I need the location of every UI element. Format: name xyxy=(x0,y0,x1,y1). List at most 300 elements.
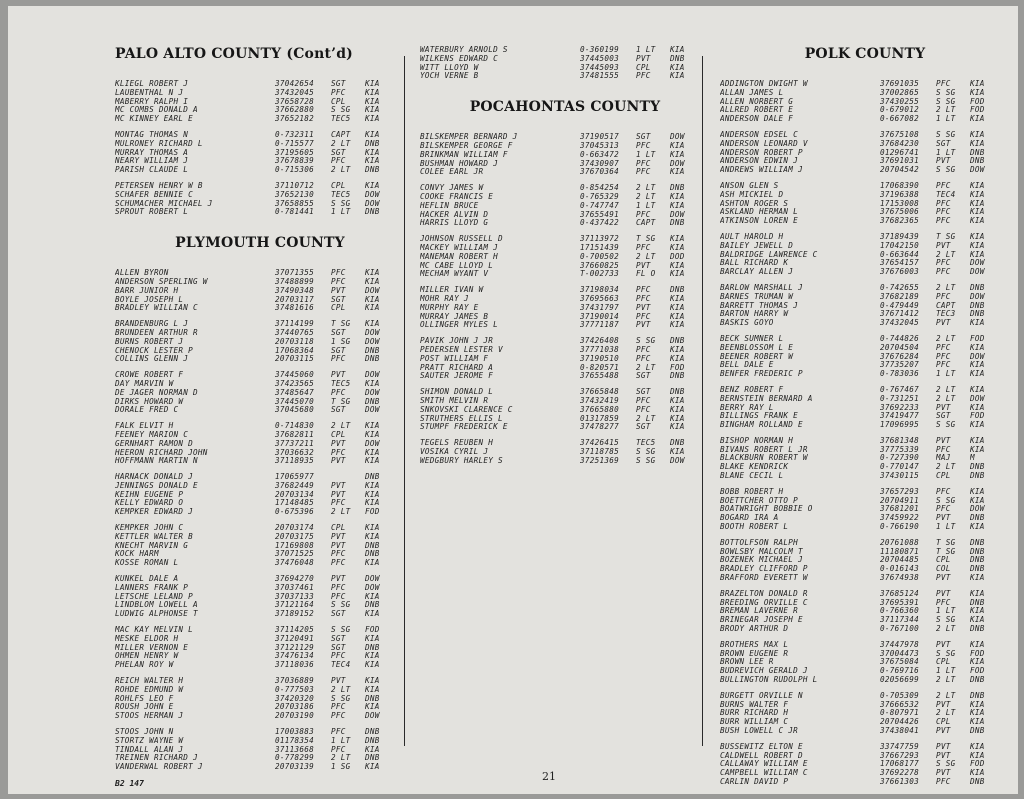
soldier-name: JENNINGS DONALD E xyxy=(115,481,198,490)
serial-number: 37666532 xyxy=(880,700,919,709)
casualty-entry xyxy=(720,539,1010,548)
casualty-status: DOW xyxy=(670,159,685,168)
casualty-entry xyxy=(420,415,710,424)
soldier-name: MAC KAY MELVIN L xyxy=(115,626,193,635)
rank: PVT xyxy=(936,589,951,598)
serial-number: 37251369 xyxy=(580,456,619,465)
name-group xyxy=(720,284,1010,328)
name-group xyxy=(115,524,405,568)
serial-number: 37113668 xyxy=(275,745,314,754)
soldier-name: ANDERSON SPERLING W xyxy=(115,277,208,286)
rank: 1 SG xyxy=(331,337,351,346)
casualty-entry xyxy=(115,584,405,593)
casualty-status: DNB xyxy=(670,337,685,346)
casualty-status: DOW xyxy=(970,259,985,268)
rank: PVT xyxy=(331,457,346,466)
casualty-status: KIA xyxy=(365,652,380,661)
soldier-name: WITT LLOYD W xyxy=(420,63,479,72)
casualty-status: KIA xyxy=(670,303,685,312)
serial-number: 37655491 xyxy=(580,210,619,219)
rank: 2 LT xyxy=(331,422,351,431)
casualty-entry xyxy=(420,337,710,346)
casualty-status: KIA xyxy=(365,634,380,643)
casualty-entry xyxy=(115,491,405,500)
casualty-status: KIA xyxy=(970,343,985,352)
rank: PVT xyxy=(331,532,346,541)
rank: PFC xyxy=(331,592,346,601)
casualty-entry xyxy=(115,320,405,329)
rank: PVT xyxy=(936,514,951,523)
serial-number: 37445060 xyxy=(275,371,314,380)
name-group xyxy=(115,728,405,772)
casualty-entry xyxy=(420,270,710,279)
rank: PFC xyxy=(636,72,651,81)
rank: PFC xyxy=(636,141,651,150)
rank: CPL xyxy=(331,430,346,439)
casualty-status: DOW xyxy=(970,505,985,514)
casualty-entry xyxy=(720,217,1010,226)
name-group xyxy=(420,388,710,432)
serial-number: 37657293 xyxy=(880,487,919,496)
serial-number: 37682189 xyxy=(880,292,919,301)
rank: PFC xyxy=(936,268,951,277)
rank: PVT xyxy=(331,490,346,499)
casualty-entry xyxy=(720,421,1010,430)
casualty-entry xyxy=(720,446,1010,455)
soldier-name: BUSH LOWELL C JR xyxy=(720,727,798,735)
casualty-status: DNB xyxy=(970,727,985,735)
casualty-entry xyxy=(720,556,1010,565)
rank: 2 LT xyxy=(636,252,656,261)
serial-number: 37045680 xyxy=(275,406,314,415)
casualty-status: KIA xyxy=(970,403,985,412)
casualty-status: DNB xyxy=(970,676,985,685)
name-group xyxy=(115,473,405,517)
casualty-status: DNB xyxy=(970,301,985,310)
serial-number: 37440765 xyxy=(275,328,314,337)
serial-number: 37676284 xyxy=(880,352,919,361)
casualty-entry xyxy=(420,151,710,160)
casualty-entry xyxy=(720,590,1010,599)
soldier-name: HOFFMANN MARTIN N xyxy=(115,457,198,466)
casualty-status: KIA xyxy=(670,72,685,81)
rank: 1 LT xyxy=(936,523,956,532)
soldier-name: BILSKEMPER BERNARD J xyxy=(420,133,518,142)
name-group xyxy=(720,539,1010,583)
casualty-entry xyxy=(720,233,1010,242)
casualty-entry xyxy=(420,321,710,330)
rank: 2 LT xyxy=(936,676,956,685)
casualty-status: DOW xyxy=(365,439,380,448)
name-group xyxy=(115,677,405,721)
soldier-name: DAY MARVIN W xyxy=(115,379,174,388)
serial-number: 37445070 xyxy=(275,397,314,406)
casualty-status: DOW xyxy=(365,406,380,415)
rank: TEC4 xyxy=(936,190,956,199)
casualty-status: DOW xyxy=(365,583,380,592)
casualty-entry xyxy=(115,712,405,721)
soldier-name: ALLEN BYRON xyxy=(115,269,169,278)
casualty-entry xyxy=(720,200,1010,209)
serial-number: 0-731251 xyxy=(880,394,919,403)
casualty-status: DOW xyxy=(365,712,380,721)
casualty-entry xyxy=(420,160,710,169)
soldier-name: BARNES TRUMAN W xyxy=(720,292,794,301)
casualty-entry xyxy=(420,72,710,81)
casualty-entry xyxy=(720,182,1010,191)
rank: PFC xyxy=(936,352,951,361)
soldier-name: FEENEY MARION C xyxy=(115,430,189,439)
soldier-name: BLACKBURN ROBERT W xyxy=(720,454,808,463)
serial-number: 37658728 xyxy=(275,97,314,106)
rank: PVT xyxy=(331,541,346,550)
casualty-status: DOW xyxy=(365,575,380,584)
serial-number: 37695663 xyxy=(580,294,619,303)
casualty-entry xyxy=(115,106,405,115)
rank: T SG xyxy=(936,538,956,547)
rank: PFC xyxy=(331,499,346,508)
serial-number: 0-777503 xyxy=(275,685,314,694)
soldier-name: BUDREVICH GERALD J xyxy=(720,667,808,676)
soldier-name: COLLINS GLENN J xyxy=(115,355,189,364)
serial-number: 37189152 xyxy=(275,610,314,619)
serial-number: 01296741 xyxy=(880,148,919,157)
rank: PFC xyxy=(936,598,951,607)
casualty-status: DNB xyxy=(365,643,380,652)
soldier-name: BOGARD IRA A xyxy=(720,514,779,523)
rank: SGT xyxy=(636,133,651,142)
rank: PVT xyxy=(331,677,346,686)
rank: PFC xyxy=(331,712,346,721)
casualty-status: KIA xyxy=(970,115,985,124)
serial-number: 37071525 xyxy=(275,550,314,559)
rank: CPL xyxy=(331,97,346,106)
rank: S SG xyxy=(331,694,351,703)
serial-number: 20761088 xyxy=(880,538,919,547)
rank: PVT xyxy=(331,481,346,490)
rank: PFC xyxy=(331,703,346,712)
serial-number: 37004473 xyxy=(880,649,919,658)
rank: 2 LT xyxy=(331,508,351,517)
rank: S SG xyxy=(331,106,351,115)
casualty-status: DOW xyxy=(670,456,685,465)
casualty-status: KIA xyxy=(365,181,380,190)
soldier-name: PRATT RICHARD A xyxy=(420,363,494,372)
soldier-name: ALLRED ROBERT E xyxy=(720,106,794,115)
casualty-entry xyxy=(420,397,710,406)
soldier-name: POST WILLIAM F xyxy=(420,354,489,363)
name-group xyxy=(720,743,1010,787)
casualty-entry xyxy=(420,313,710,322)
casualty-status: DNB xyxy=(970,463,985,472)
casualty-status: FOD xyxy=(970,106,985,115)
casualty-status: FOD xyxy=(970,97,985,106)
soldier-name: COLEE EARL JR xyxy=(420,168,484,177)
rank: 2 LT xyxy=(936,334,956,343)
name-group xyxy=(720,131,1010,175)
serial-number: 17096995 xyxy=(880,421,919,430)
rank: S SG xyxy=(936,649,956,658)
rank: 2 LT xyxy=(331,166,351,175)
soldier-name: CONVY JAMES W xyxy=(420,184,484,193)
serial-number: 0-360199 xyxy=(580,46,619,54)
serial-number: 37189439 xyxy=(880,232,919,241)
soldier-name: MANEMAN ROBERT H xyxy=(420,252,498,261)
rank: 2 LT xyxy=(936,106,956,115)
serial-number: 37667293 xyxy=(880,751,919,760)
soldier-name: BILLINGS FRANK E xyxy=(720,412,798,421)
soldier-name: MECHAM WYANT V xyxy=(420,270,489,279)
casualty-status: DNB xyxy=(365,397,380,406)
soldier-name: PETERSEN HENRY W B xyxy=(115,181,203,190)
serial-number: 0-714830 xyxy=(275,422,314,431)
casualty-entry xyxy=(115,269,405,278)
casualty-status: KIA xyxy=(670,63,685,72)
casualty-status: FOD xyxy=(970,760,985,769)
casualty-entry xyxy=(115,677,405,686)
casualty-entry xyxy=(115,338,405,347)
soldier-name: WEDGBURY HARLEY S xyxy=(420,456,503,465)
casualty-status: KIA xyxy=(970,130,985,139)
soldier-name: BARR JUNIOR H xyxy=(115,286,179,295)
serial-number: 37190510 xyxy=(580,354,619,363)
casualty-status: KIA xyxy=(670,243,685,252)
name-group xyxy=(420,337,710,381)
casualty-entry xyxy=(720,353,1010,362)
casualty-entry xyxy=(720,769,1010,778)
casualty-status: KIA xyxy=(670,312,685,321)
soldier-name: BUSHMAN HOWARD J xyxy=(420,159,498,168)
soldier-name: SHIMON DONALD L xyxy=(420,388,494,397)
casualty-status: DNB xyxy=(670,372,685,381)
soldier-name: BOTTOLFSON RALPH xyxy=(720,538,798,547)
casualty-entry xyxy=(115,89,405,98)
soldier-name: BOBB ROBERT H xyxy=(720,487,784,496)
casualty-entry xyxy=(720,565,1010,574)
casualty-entry xyxy=(720,191,1010,200)
casualty-entry xyxy=(115,533,405,542)
serial-number: 37476134 xyxy=(275,652,314,661)
serial-number: 0-765329 xyxy=(580,192,619,201)
casualty-status: DOW xyxy=(970,166,985,175)
rank: S SG xyxy=(636,337,656,346)
casualty-entry xyxy=(720,166,1010,175)
soldier-name: HARRIS LLOYD G xyxy=(420,219,489,228)
soldier-name: CARLIN DAVID P xyxy=(720,777,789,786)
soldier-name: SCHUMACHER MICHAEL J xyxy=(115,199,213,208)
soldier-name: BRADLEY WILLIAN C xyxy=(115,304,198,313)
casualty-status: FOD xyxy=(365,626,380,635)
casualty-status: KIA xyxy=(365,80,380,88)
serial-number: 37692278 xyxy=(880,769,919,778)
soldier-name: YOCH VERNE B xyxy=(420,72,479,81)
soldier-name: KELLY EDWARD O xyxy=(115,499,184,508)
casualty-entry xyxy=(115,208,405,217)
serial-number: 0-727390 xyxy=(880,454,919,463)
casualty-status: DNB xyxy=(365,166,380,175)
soldier-name: SMITH MELVIN R xyxy=(420,396,489,405)
rank: T SG xyxy=(936,547,956,556)
casualty-status: KIA xyxy=(365,499,380,508)
soldier-name: STOOS JOHN N xyxy=(115,728,174,737)
rank: CPL xyxy=(331,304,346,313)
rank: PVT xyxy=(936,769,951,778)
casualty-status: KIA xyxy=(670,423,685,432)
serial-number: 20703115 xyxy=(275,355,314,364)
soldier-name: CHENOCK LESTER P xyxy=(115,346,193,355)
rank: PFC xyxy=(636,286,651,295)
soldier-name: LETSCHE LELAND P xyxy=(115,592,193,601)
rank: PFC xyxy=(636,168,651,177)
soldier-name: KEIHN EUGENE P xyxy=(115,490,184,499)
serial-number: 37476048 xyxy=(275,559,314,568)
soldier-name: BILSKEMPER GEORGE F xyxy=(420,141,513,150)
rank: PFC xyxy=(331,728,346,737)
casualty-status: KIA xyxy=(365,763,380,772)
casualty-entry xyxy=(420,346,710,355)
rank: PFC xyxy=(331,388,346,397)
casualty-entry xyxy=(420,423,710,432)
name-group xyxy=(115,320,405,364)
serial-number: 0-732311 xyxy=(275,130,314,139)
casualty-entry xyxy=(720,412,1010,421)
casualty-entry xyxy=(720,505,1010,514)
soldier-name: KUNKEL DALE A xyxy=(115,575,179,584)
name-group xyxy=(115,575,405,619)
soldier-name: BURR RICHARD H xyxy=(720,709,789,718)
rank: PVT xyxy=(936,751,951,760)
casualty-entry xyxy=(720,208,1010,217)
serial-number: 0-675396 xyxy=(275,508,314,517)
casualty-status: KIA xyxy=(670,345,685,354)
serial-number: 0-663472 xyxy=(580,150,619,159)
name-group xyxy=(115,422,405,466)
casualty-entry xyxy=(720,89,1010,98)
rank: CPL xyxy=(331,181,346,190)
casualty-entry xyxy=(115,695,405,704)
casualty-entry xyxy=(420,262,710,271)
soldier-name: MACKEY WILLIAM J xyxy=(420,243,498,252)
casualty-status: DNB xyxy=(970,547,985,556)
casualty-status: KIA xyxy=(365,448,380,457)
casualty-entry xyxy=(115,98,405,107)
casualty-status: DNB xyxy=(970,514,985,523)
casualty-status: DNB xyxy=(670,184,685,193)
soldier-name: BURGETT ORVILLE N xyxy=(720,691,803,700)
casualty-status: M xyxy=(970,454,975,463)
rank: 1 SG xyxy=(331,763,351,772)
soldier-name: BROTHERS MAX L xyxy=(720,640,789,649)
casualty-entry xyxy=(115,457,405,466)
casualty-status: FOD xyxy=(365,508,380,517)
serial-number: 37771038 xyxy=(580,345,619,354)
casualty-entry xyxy=(720,404,1010,413)
serial-number: 37662880 xyxy=(275,106,314,115)
rank: CAPT xyxy=(636,219,656,228)
casualty-entry xyxy=(720,251,1010,260)
rank: S SG xyxy=(636,447,656,456)
casualty-entry xyxy=(115,347,405,356)
rank: FL O xyxy=(636,270,656,279)
casualty-status: KIA xyxy=(365,703,380,712)
serial-number: 20703190 xyxy=(275,712,314,721)
soldier-name: ASH MICKIEL D xyxy=(720,190,784,199)
rank: COL xyxy=(936,565,951,574)
rank: PFC xyxy=(936,259,951,268)
name-group xyxy=(115,131,405,175)
soldier-name: BRINKMAN WILLIAM F xyxy=(420,150,508,159)
rank: SGT xyxy=(636,388,651,397)
serial-number: 37118036 xyxy=(275,661,314,670)
rank: S SG xyxy=(936,421,956,430)
casualty-status: KIA xyxy=(970,718,985,727)
rank: 2 LT xyxy=(936,709,956,718)
serial-number: 17068364 xyxy=(275,346,314,355)
casualty-entry xyxy=(115,371,405,380)
soldier-name: MURRAY JAMES B xyxy=(420,312,489,321)
name-group xyxy=(420,439,710,465)
casualty-entry xyxy=(420,64,710,73)
rank: TEC5 xyxy=(331,190,351,199)
casualty-entry xyxy=(115,473,405,482)
serial-number: 37431797 xyxy=(580,303,619,312)
rank: PFC xyxy=(936,217,951,226)
serial-number: 37042654 xyxy=(275,80,314,88)
casualty-entry xyxy=(420,46,710,55)
serial-number: 37118935 xyxy=(275,457,314,466)
casualty-entry xyxy=(720,667,1010,676)
casualty-entry xyxy=(720,463,1010,472)
casualty-status: KIA xyxy=(670,201,685,210)
soldier-name: STORTZ WAYNE W xyxy=(115,736,184,745)
rank: SGT xyxy=(331,610,346,619)
rank: PFC xyxy=(936,505,951,514)
serial-number: 37036632 xyxy=(275,448,314,457)
casualty-status: KIA xyxy=(970,523,985,532)
soldier-name: BRADLEY CLIFFORD P xyxy=(720,565,808,574)
serial-number: 01178354 xyxy=(275,736,314,745)
casualty-entry xyxy=(720,514,1010,523)
rank: SGT xyxy=(331,634,346,643)
name-group xyxy=(115,371,405,415)
soldier-name: MURPHY RAY E xyxy=(420,303,479,312)
serial-number: 37654157 xyxy=(880,259,919,268)
rank: T SG xyxy=(636,235,656,244)
casualty-entry xyxy=(115,626,405,635)
casualty-entry xyxy=(720,727,1010,736)
casualty-status: KIA xyxy=(670,354,685,363)
casualty-entry xyxy=(720,80,1010,89)
serial-number: 37432419 xyxy=(580,396,619,405)
casualty-entry xyxy=(420,219,710,228)
name-group xyxy=(420,184,710,228)
casualty-entry xyxy=(115,422,405,431)
soldier-name: PEDERSEN LESTER V xyxy=(420,345,503,354)
casualty-entry xyxy=(420,295,710,304)
soldier-name: NEARY WILLIAM J xyxy=(115,157,189,166)
serial-number: 37117344 xyxy=(880,616,919,625)
soldier-name: ANDERSON ROBERT P xyxy=(720,148,803,157)
rank: SGT xyxy=(331,148,346,157)
soldier-name: PHELAN ROY W xyxy=(115,661,174,670)
casualty-status: DOW xyxy=(970,268,985,277)
rank: 1 LT xyxy=(636,201,656,210)
casualty-entry xyxy=(720,115,1010,124)
rank: CAPT xyxy=(936,301,956,310)
serial-number: 37430115 xyxy=(880,472,919,481)
name-group xyxy=(420,286,710,330)
casualty-entry xyxy=(420,55,710,64)
